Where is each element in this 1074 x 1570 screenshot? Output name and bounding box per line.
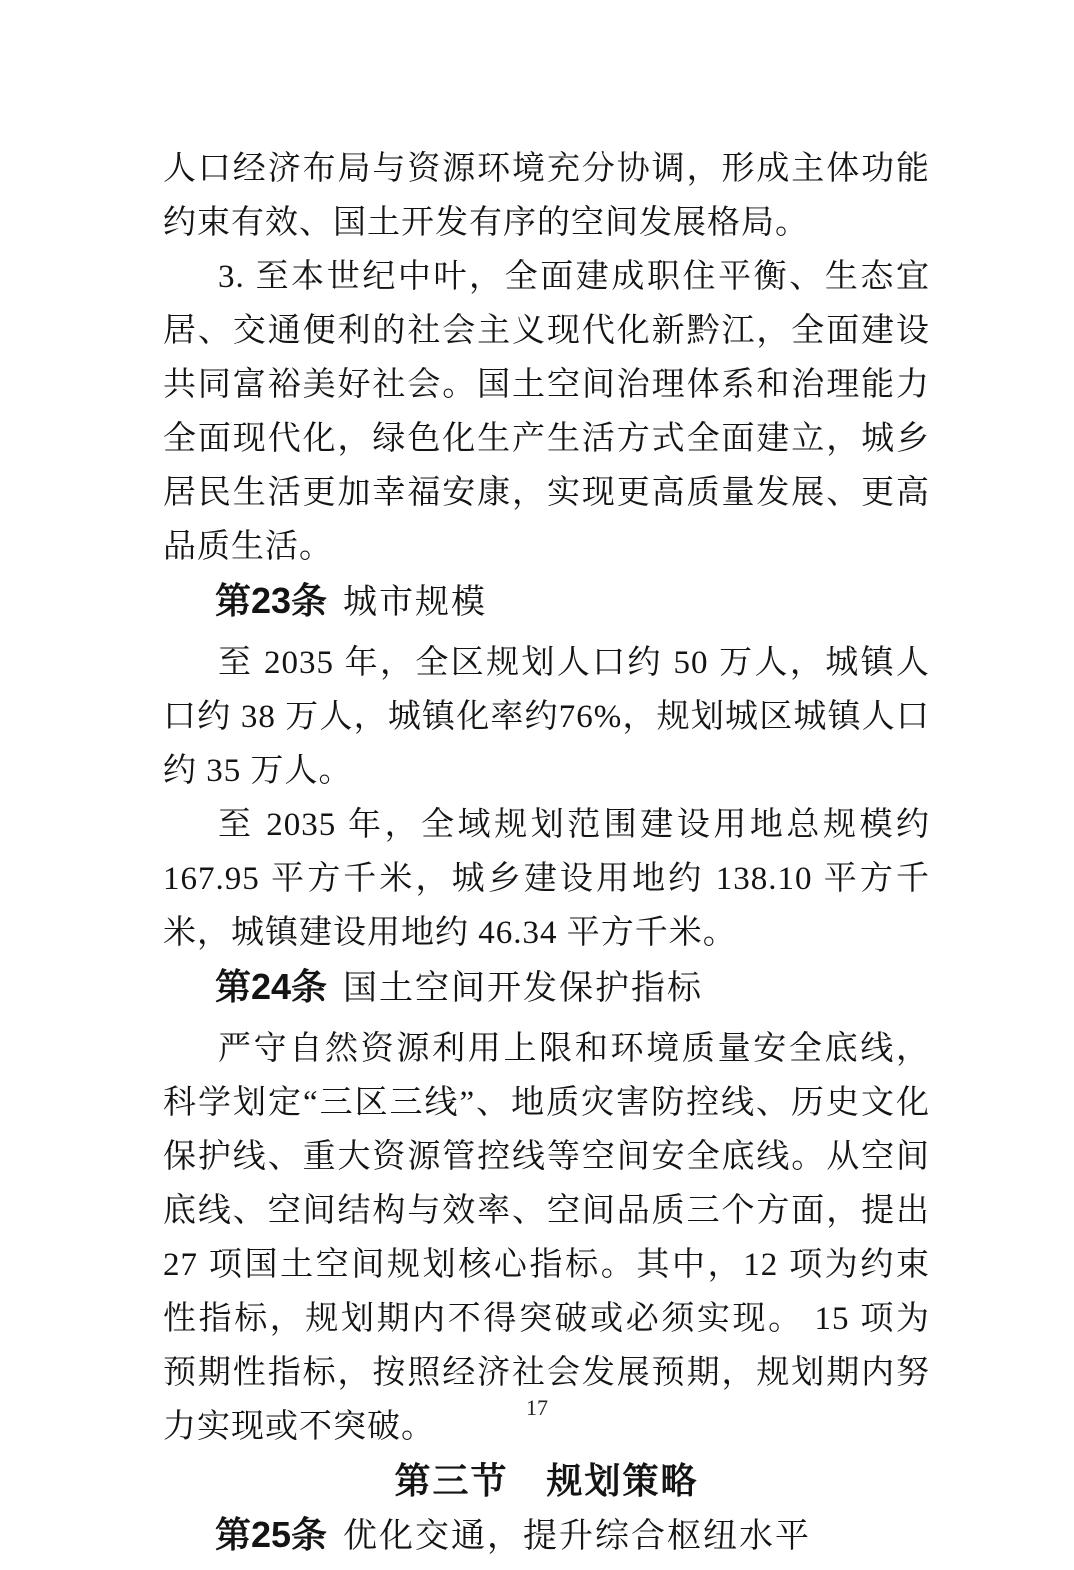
- paragraph-goal-midcentury: 3. 至本世纪中叶，全面建成职住平衡、生态宜居、交通便利的社会主义现代化新黔江，全面建设共同富裕美好社会。国土空间治理体系和治理能力全面现代化，绿色化生产生活方式全面建立，城乡居民生活更加幸福安康，实现更高质量发展、更高品质生活。: [163, 259, 930, 565]
- article-23-heading: [163, 574, 930, 636]
- article-25-title: 优化交通，提升综合枢纽水平: [343, 1518, 812, 1555]
- section-3-heading: 第三节 规划策略: [394, 1460, 699, 1501]
- article-23-title: 城市规模: [343, 584, 488, 621]
- paragraph-protection-indicators: 严守自然资源利用上限和环境质量安全底线，科学划定“三区三线”、地质灾害防控线、历史文化保护线、重大资源管控线等空间安全底线。从空间底线、空间结构与效率、空间品质三个方面，提出 27 项国土空间规划核心指标。其中，12 项为约束性指标，规划期内不得突破或必须实现。 15 项为预期性指标，按照经济社会发展预期，规划期内努力实现或不突破。: [163, 1031, 930, 1445]
- article-24-title: 国土空间开发保护指标: [343, 970, 704, 1007]
- paragraph-construction-land: 至 2035 年，全域规划范围建设用地总规模约 167.95 平方千米，城乡建设用地约 138.10 平方千米，城镇建设用地约 46.34 平方千米。: [163, 807, 930, 951]
- document-page: [163, 142, 930, 1570]
- article-25-heading: [163, 1508, 930, 1570]
- paragraph-population-scale: 至 2035 年，全区规划人口约 50 万人，城镇人口约 38 万人，城镇化率约76%，规划城区城镇人口约 35 万人。: [163, 645, 930, 789]
- page-number: 17: [526, 1395, 548, 1420]
- article-23-number: 第23条: [215, 580, 328, 621]
- article-24-number: 第24条: [215, 966, 328, 1007]
- article-24-heading: [163, 960, 930, 1022]
- paragraph-continuation: 人口经济布局与资源环境充分协调，形成主体功能约束有效、国土开发有序的空间发展格局。: [163, 151, 930, 241]
- article-25-number: 第25条: [215, 1514, 328, 1555]
